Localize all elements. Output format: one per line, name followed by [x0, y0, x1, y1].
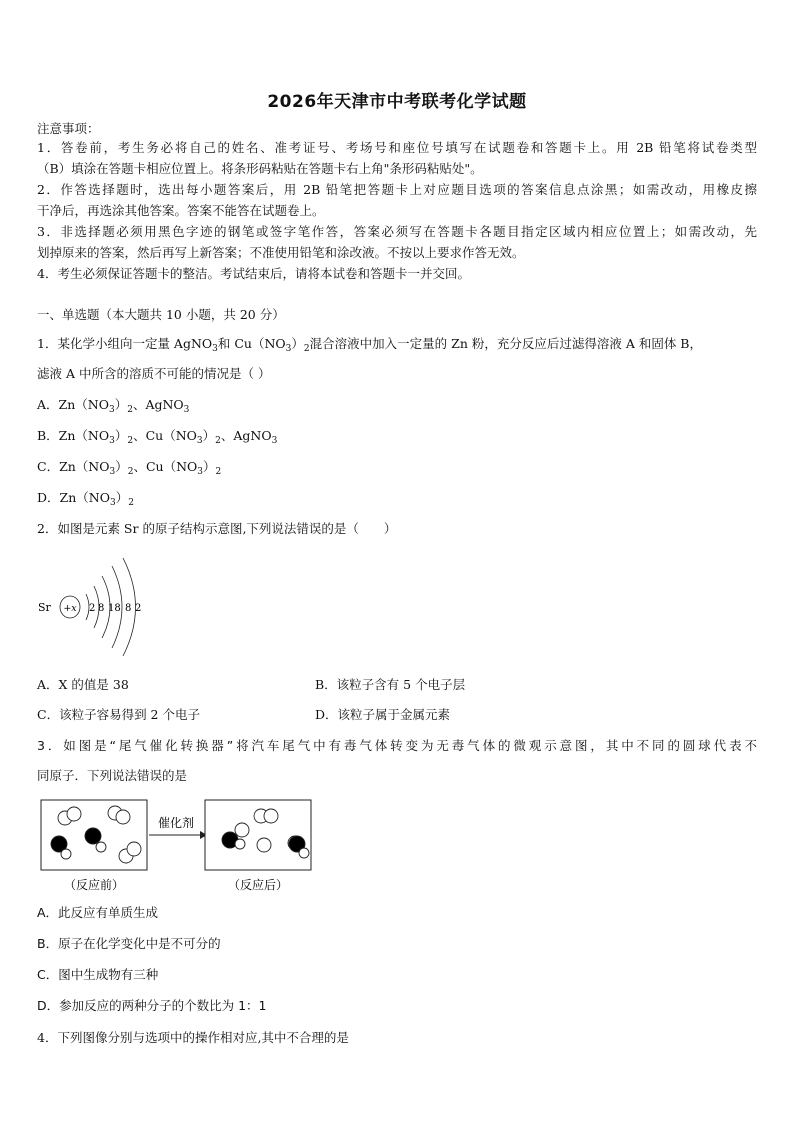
notice-item: 2．作答选择题时，选出每小题答案后，用 2B 铅笔把答题卡上对应题目选项的答案信息点涂黑；如需改动，用橡皮擦 [37, 182, 757, 197]
q3-option-b: B．原子在化学变化中是不可分的 [37, 936, 221, 951]
q3-option-d: D．参加反应的两种分子的个数比为 1：1 [37, 998, 267, 1013]
section-heading: 一、单选题（本大题共 10 小题，共 20 分） [37, 307, 285, 322]
q3-option-a: A．此反应有单质生成 [37, 905, 159, 920]
shell-electron-count: 8 [125, 603, 132, 614]
nucleus-charge: +x [63, 603, 77, 614]
atomic-structure-diagram [30, 552, 170, 662]
q2-stem: 2．如图是元素 Sr 的原子结构示意图,下列说法错误的是（ ） [37, 521, 397, 536]
q1-stem: 1．某化学小组向一定量 AgNO$_3$和 $Cu(NO_3)_2$混合溶液中加入一定量的 Zn 粉，充分反应后过滤得溶液 A 和固体 B， [37, 336, 702, 354]
shell-electron-count: 2 [135, 603, 142, 614]
q1-option-d: D．$Zn(NO_3)_2$ [37, 490, 134, 508]
shell-electron-count: 18 [108, 603, 121, 614]
catalytic-converter-diagram [36, 796, 336, 896]
notice-item: 3．非选择题必须用黑色字迹的钢笔或签字笔作答，答案必须写在答题卡各题目指定区域内相应位置上；如需改动，先 [37, 224, 757, 239]
q2-option-a: A．X 的值是 38 [37, 677, 129, 692]
q2-option-d: D．该粒子属于金属元素 [315, 707, 451, 722]
notice-item: 4．考生必须保证答题卡的整洁。考试结束后，请将本试卷和答题卡一并交回。 [37, 266, 470, 281]
q1-option-c: C．$Zn(NO_3)_2$、$Cu(NO_3)_2$ [37, 459, 222, 477]
catalyst-label: 催化剂 [157, 816, 195, 830]
q1-option-a: A．$Zn(NO_3)_2$、AgNO$_3$ [37, 397, 190, 415]
q1-option-b: B．$Zn(NO_3)_2$、$Cu(NO_3)_2$、AgNO$_3$ [37, 428, 278, 446]
notice-item: （B）填涂在答题卡相应位置上。将条形码粘贴在答题卡右上角"条形码粘贴处"。 [37, 161, 483, 176]
q2-option-c: C．该粒子容易得到 2 个电子 [37, 707, 200, 722]
shell-electron-count: 8 [98, 603, 105, 614]
q2-option-b: B．该粒子含有 5 个电子层 [315, 677, 466, 692]
notice-item: 干净后，再选涂其他答案。答案不能答在试题卷上。 [37, 203, 325, 218]
notice-item: 1．答卷前，考生务必将自己的姓名、准考证号、考场号和座位号填写在试题卷和答题卡上。用 2B 铅笔将试卷类型 [37, 140, 757, 155]
element-symbol: Sr [38, 601, 51, 614]
q3-stem-line2: 同原子．下列说法错误的是 [37, 768, 188, 783]
after-label: （反应后） [227, 878, 289, 892]
shell-electron-count: 2 [89, 603, 96, 614]
before-label: （反应前） [63, 878, 125, 892]
q1-stem-line2: 滤液 A 中所含的溶质不可能的情况是（ ） [37, 366, 271, 381]
q3-stem: 3．如图是“尾气催化转换器”将汽车尾气中有毒气体转变为无毒气体的微观示意图，其中不同的圆球代表不 [37, 738, 757, 753]
notice-item: 划掉原来的答案，然后再写上新答案；不准使用铅笔和涂改液。不按以上要求作答无效。 [37, 245, 525, 260]
q3-option-c: C．图中生成物有三种 [37, 967, 159, 982]
notice-label: 注意事项： [37, 121, 100, 136]
page-title: 2026年天津市中考联考化学试题 [267, 92, 527, 112]
q4-stem: 4．下列图像分别与选项中的操作相对应,其中不合理的是 [37, 1030, 349, 1045]
